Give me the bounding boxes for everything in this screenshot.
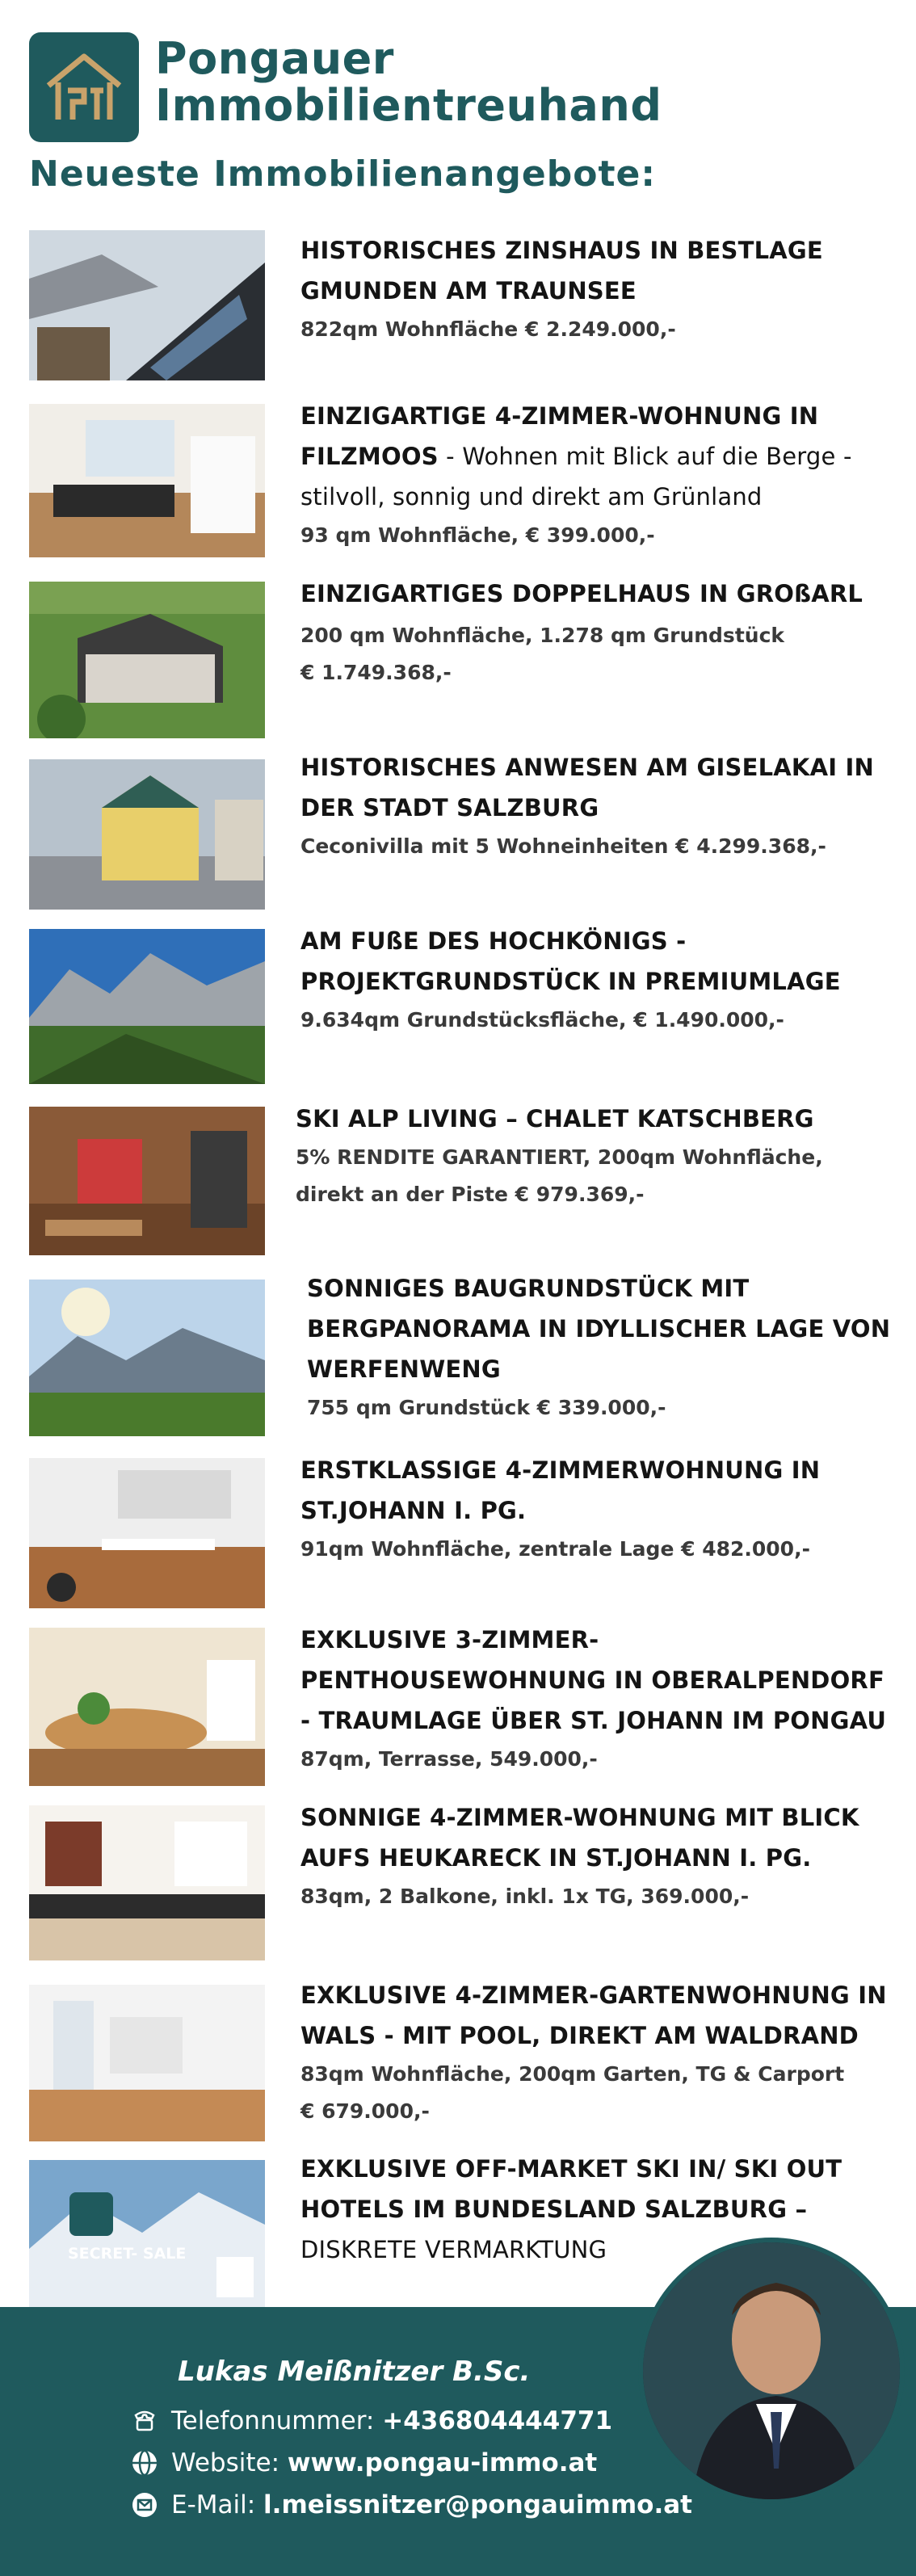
listing-detail: 83qm Wohnfläche, 200qm Garten, TG & Carport xyxy=(300,2062,845,2086)
email-label: E-Mail: xyxy=(171,2490,264,2519)
listing-title: HISTORISCHES ZINSHAUS IN BESTLAGE GMUNDEN AM TRAUNSEE xyxy=(300,237,823,305)
contact-email[interactable] xyxy=(129,2490,692,2520)
header xyxy=(29,32,885,145)
agent-name: Lukas Meißnitzer B.Sc. xyxy=(178,2355,531,2388)
listing-detail: 5% RENDITE GARANTIERT, 200qm Wohnfläche, xyxy=(296,1145,823,1169)
listing-detail: Ceconivilla mit 5 Wohneinheiten € 4.299.368,- xyxy=(300,834,826,858)
listing-item[interactable] xyxy=(29,396,901,561)
listing-title-rest: - Wohnen mit Blick auf die Berge - stilvoll, sonnig und direkt am Grünland xyxy=(300,443,852,511)
phone-label: Telefonnummer: xyxy=(171,2406,383,2435)
listing-item[interactable] xyxy=(29,1975,901,2145)
listing-item[interactable] xyxy=(29,1099,901,1260)
email-link[interactable]: l.meissnitzer@pongauimmo.at xyxy=(263,2490,692,2519)
listing-title-rest: DISKRETE VERMARKTUNG xyxy=(300,2236,607,2263)
listing-detail: € 1.749.368,- xyxy=(300,661,452,684)
listing-title: SONNIGES BAUGRUNDSTÜCK MIT BERGPANORAMA IN IDYLLISCHER LAGE VON WERFENWENG xyxy=(307,1275,891,1383)
listing-photo[interactable] xyxy=(29,1280,265,1436)
listing-item[interactable] xyxy=(29,921,901,1082)
phone-number[interactable]: +436804444771 xyxy=(382,2406,613,2435)
listing-photo[interactable] xyxy=(29,1628,265,1786)
listing-title-bold: EINZIGARTIGE 4-ZIMMER-WOHNUNG IN FILZMOOS xyxy=(300,402,819,470)
globe-icon xyxy=(129,2448,160,2478)
section-title: Neueste Immobilienangebote: xyxy=(29,153,656,195)
listing-title-bold: EXKLUSIVE OFF-MARKET SKI IN/ SKI OUT HOTELS IM BUNDESLAND SALZBURG – xyxy=(300,2155,842,2223)
listing-detail: 9.634qm Grundstücksfläche, € 1.490.000,- xyxy=(300,1008,784,1032)
listing-item[interactable] xyxy=(29,574,901,735)
listing-detail: 93 qm Wohnfläche, € 399.000,- xyxy=(300,523,655,547)
brand-line-2: Immobilientreuhand xyxy=(155,80,662,131)
listing-detail: 755 qm Grundstück € 339.000,- xyxy=(307,1396,666,1419)
listing-title: SONNIGE 4-ZIMMER-WOHNUNG MIT BLICK AUFS HEUKARECK IN ST.JOHANN I. PG. xyxy=(300,1804,859,1872)
listing-photo[interactable] xyxy=(29,1805,265,1960)
brand-line-1: Pongauer xyxy=(155,33,394,84)
listing-item[interactable] xyxy=(29,1450,901,1612)
listing-detail: 200 qm Wohnfläche, 1.278 qm Grundstück xyxy=(300,624,785,647)
listing-photo[interactable] xyxy=(29,1458,265,1608)
mail-icon xyxy=(129,2490,160,2520)
listing-photo[interactable] xyxy=(29,230,265,380)
listing-photo[interactable] xyxy=(29,582,265,738)
listing-title xyxy=(300,396,901,517)
listing-title: SKI ALP LIVING – CHALET KATSCHBERG xyxy=(296,1105,814,1133)
listing-detail: 83qm, 2 Balkone, inkl. 1x TG, 369.000,- xyxy=(300,1885,750,1908)
website-label: Website: xyxy=(171,2448,288,2477)
listing-item[interactable] xyxy=(29,1797,901,1959)
website-link[interactable]: www.pongau-immo.at xyxy=(287,2448,598,2477)
listing-photo[interactable] xyxy=(29,1107,265,1255)
listing-title: EINZIGARTIGES DOPPELHAUS IN GROßARL xyxy=(300,580,863,607)
listing-item[interactable] xyxy=(29,1620,901,1789)
listing-title: AM FUßE DES HOCHKÖNIGS - PROJEKTGRUNDSTÜCK IN PREMIUMLAGE xyxy=(300,927,841,995)
brand-name xyxy=(155,33,662,131)
logo-house-icon xyxy=(29,32,139,142)
secret-sale-label: SECRET- SALE xyxy=(68,2245,187,2263)
listing-item[interactable] xyxy=(29,230,901,384)
listing-title: EXKLUSIVE 3-ZIMMER-PENTHOUSEWOHNUNG IN OBERALPENDORF - TRAUMLAGE ÜBER ST. JOHANN IM PONGAU xyxy=(300,1626,887,1734)
listing-detail: direkt an der Piste € 979.369,- xyxy=(296,1183,645,1206)
agent-portrait xyxy=(638,2238,905,2504)
listing-photo[interactable] xyxy=(29,1985,265,2141)
listing-detail: 822qm Wohnfläche € 2.249.000,- xyxy=(300,317,676,341)
listing-item[interactable] xyxy=(29,1268,901,1438)
listing-detail: 87qm, Terrasse, 549.000,- xyxy=(300,1747,598,1771)
listing-title: ERSTKLASSIGE 4-ZIMMERWOHNUNG IN ST.JOHANN I. PG. xyxy=(300,1456,821,1524)
listing-detail: 91qm Wohnfläche, zentrale Lage € 482.000,- xyxy=(300,1537,810,1561)
listing-title: HISTORISCHES ANWESEN AM GISELAKAI IN DER STADT SALZBURG xyxy=(300,754,874,822)
listing-photo[interactable] xyxy=(29,404,265,557)
listing-detail: € 679.000,- xyxy=(300,2099,430,2123)
listing-item[interactable] xyxy=(29,747,901,909)
listing-title: EXKLUSIVE 4-ZIMMER-GARTENWOHNUNG IN WALS - MIT POOL, DIREKT AM WALDRAND xyxy=(300,1981,887,2049)
phone-icon xyxy=(129,2406,160,2436)
listing-photo[interactable] xyxy=(29,929,265,1084)
contact-website[interactable] xyxy=(129,2448,597,2478)
listing-photo[interactable] xyxy=(29,759,265,910)
listing-photo[interactable] xyxy=(29,2160,265,2317)
contact-phone[interactable] xyxy=(129,2406,612,2436)
